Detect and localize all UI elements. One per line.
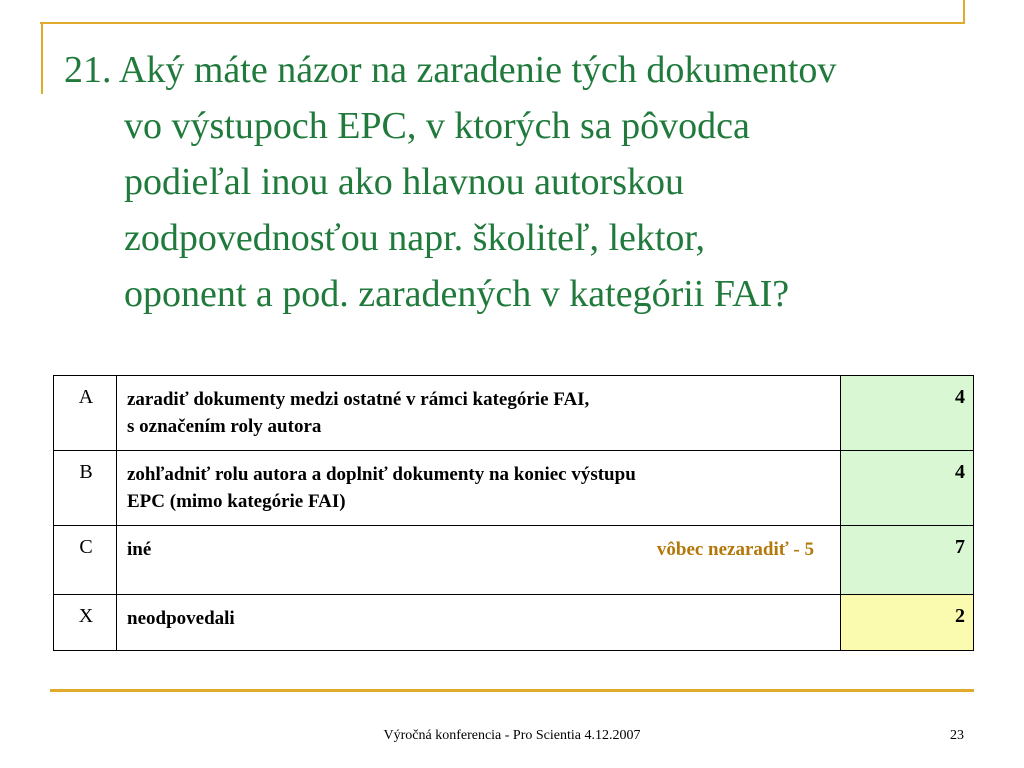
- right-accent-rule: [963, 0, 965, 24]
- answer-description: [117, 451, 841, 526]
- answer-description: [117, 376, 841, 451]
- answer-code: A: [54, 376, 117, 451]
- answer-code: B: [54, 451, 117, 526]
- answer-description-line: zohľadniť rolu autora a doplniť dokumenty na koniec výstupu: [127, 464, 636, 485]
- answer-count: 7: [841, 526, 974, 595]
- table-row: [54, 376, 974, 451]
- top-accent-rule: [40, 22, 965, 24]
- answer-note: vôbec nezaradiť - 5: [656, 539, 814, 560]
- table-row: [54, 595, 974, 651]
- answer-description-line: iné: [127, 539, 152, 560]
- answer-count: 2: [841, 595, 974, 651]
- left-accent-rule: [41, 22, 43, 94]
- footer-text: Výročná konferencia - Pro Scientia 4.12.2007: [383, 728, 641, 743]
- title-line: oponent a pod. zaradených v kategórii FAI?: [124, 273, 790, 315]
- table-row: [54, 526, 974, 595]
- page-number: 23: [950, 728, 964, 743]
- answer-code: C: [54, 526, 117, 595]
- title-line: podieľal inou ako hlavnou autorskou: [124, 161, 684, 203]
- answer-description: [117, 526, 841, 595]
- answer-count: 4: [841, 451, 974, 526]
- answer-description-line: neodpovedali: [127, 608, 235, 629]
- answer-count: 4: [841, 376, 974, 451]
- title-line: 21. Aký máte názor na zaradenie tých dokumentov: [64, 49, 837, 91]
- bottom-accent-rule: [50, 689, 974, 692]
- table-row: [54, 451, 974, 526]
- answer-description: [117, 595, 841, 651]
- slide-title: [64, 42, 969, 322]
- answers-table: [53, 375, 974, 651]
- title-line: zodpovednosťou napr. školiteľ, lektor,: [124, 217, 706, 259]
- answer-code: X: [54, 595, 117, 651]
- answer-description-line: s označením roly autora: [127, 416, 322, 437]
- answer-description-line: zaradiť dokumenty medzi ostatné v rámci kategórie FAI,: [127, 389, 590, 410]
- answer-description-line: EPC (mimo kategórie FAI): [127, 491, 346, 512]
- title-line: vo výstupoch EPC, v ktorých sa pôvodca: [124, 105, 750, 147]
